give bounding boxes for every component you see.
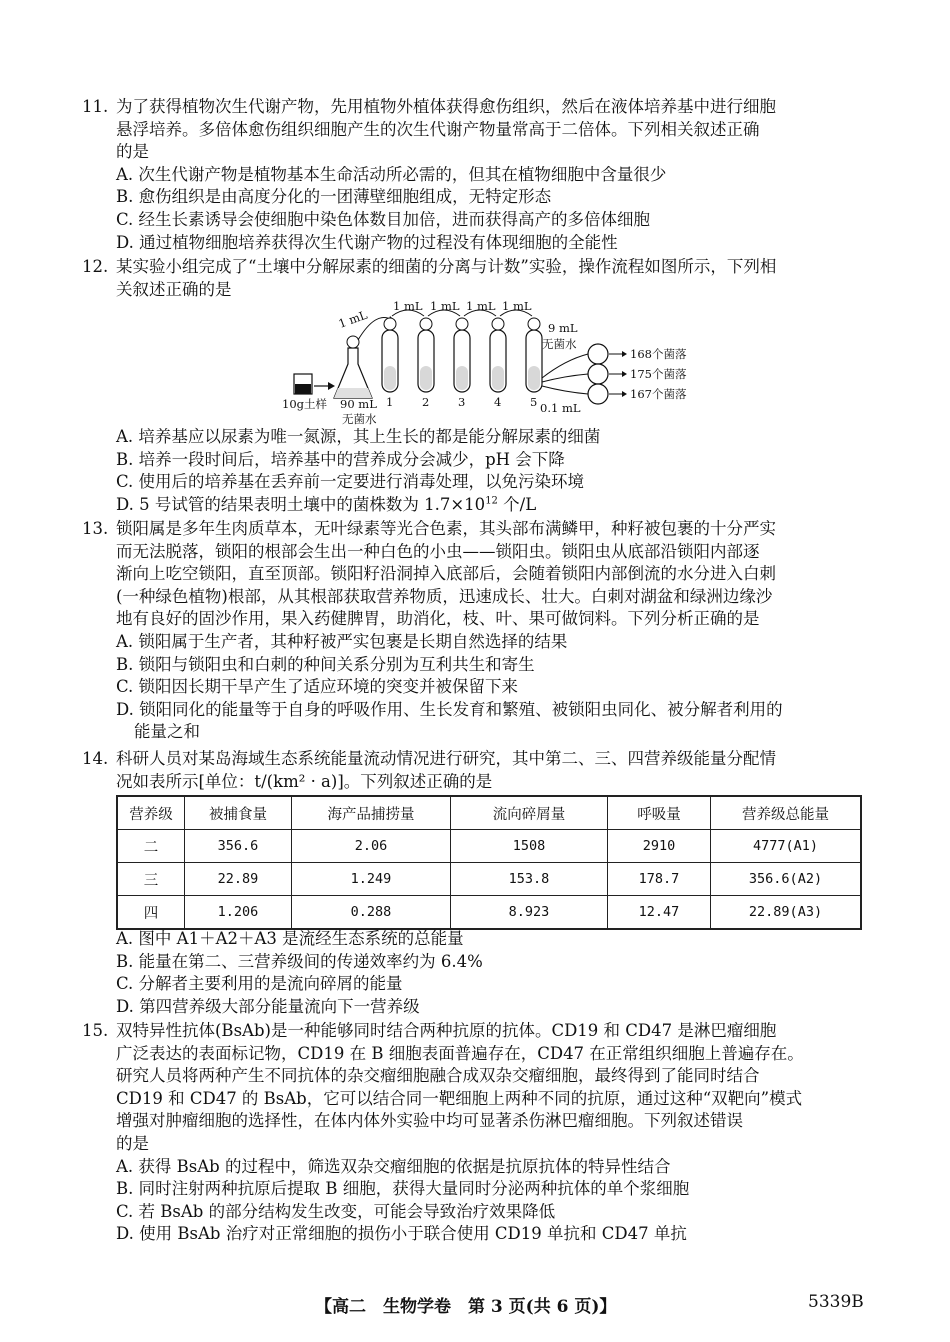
dilution-diagram: [280, 300, 700, 432]
question-15: [82, 1020, 872, 1246]
arrow-head: [622, 391, 627, 397]
tube-transfer-label: 1 mL: [502, 300, 532, 313]
question-stem-line: 而无法脱落，锁阳的根部会生出一种白色的小虫——锁阳虫。锁阳虫从底部沿锁阳内部逐: [116, 541, 760, 561]
arrow-head: [622, 371, 627, 377]
question-stem-line: 地有良好的固沙作用，果入药健脾胃，助消化，枝、叶、果可做饲料。下列分析正确的是: [116, 609, 760, 629]
tube-3: [454, 318, 470, 392]
table-row: [117, 896, 861, 930]
option-c: C. 若 BsAb 的部分结构发生改变，可能会导致治疗效果降低: [116, 1201, 556, 1221]
table-row: [117, 830, 861, 863]
tube-transfer-label: 1 mL: [430, 300, 460, 313]
option-d: D. 通过植物细胞培养获得次生代谢产物的过程没有体现细胞的全能性: [116, 232, 618, 252]
exponent: 12: [485, 495, 498, 507]
petri-dish-icon: [588, 384, 608, 404]
paper-code: 5339B: [808, 1292, 864, 1312]
option-d: D. 使用 BsAb 治疗对正常细胞的损伤小于联合使用 CD19 单抗和 CD47 单抗: [116, 1224, 687, 1244]
option-a: A. 次生代谢产物是植物基本生命活动所必需的，但其在植物细胞中含量很少: [116, 164, 667, 184]
table-cell: 二: [117, 830, 185, 863]
table-cell: 三: [117, 863, 185, 896]
colony-count: 168个菌落: [630, 347, 687, 361]
question-14-options: [82, 928, 872, 1018]
table-header-row: [117, 796, 861, 830]
question-stem-line: 的是: [116, 1133, 149, 1153]
plate-volume-label: 0.1 mL: [540, 401, 581, 415]
column-header: 流向碎屑量: [451, 796, 608, 830]
table-cell: 12.47: [608, 896, 711, 930]
question-number: 11.: [82, 97, 109, 116]
option-d-unit: 个/L: [497, 494, 537, 514]
option-b: B. 同时注射两种抗原后提取 B 细胞，获得大量同时分泌两种抗体的单个浆细胞: [116, 1179, 690, 1199]
tube-number: 3: [458, 395, 466, 409]
question-stem-line: 悬浮培养。多倍体愈伤组织细胞产生的次生代谢产物量常高于二倍体。下列相关叙述正确: [116, 119, 760, 139]
colony-count: 167个菌落: [630, 387, 687, 401]
tube-transfer-label: 1 mL: [393, 300, 423, 313]
table-cell: 178.7: [608, 863, 711, 896]
arrow-head: [622, 351, 627, 357]
question-number: 12.: [82, 257, 109, 276]
question-stem-line: 研究人员将两种产生不同抗体的杂交瘤细胞融合成双杂交瘤细胞，最终得到了能同时结合: [116, 1066, 760, 1086]
colony-count: 175个菌落: [630, 367, 687, 381]
option-c: C. 分解者主要利用的是流向碎屑的能量: [116, 974, 403, 994]
table-cell: 22.89: [185, 863, 292, 896]
tube-1: [382, 318, 398, 392]
table-cell: 153.8: [451, 863, 608, 896]
question-stem-line: 况如表所示[单位：t/(km² · a)]。下列叙述正确的是: [116, 771, 493, 791]
question-stem-line: (一种绿色植物)根部，从其根部获取营养物质，迅速成长、壮大。白刺对湖盆和绿洲边缘沙: [116, 586, 773, 606]
table-cell: 8.923: [451, 896, 608, 930]
flask-water-label: 90 mL: [340, 397, 377, 411]
table-cell: 2.06: [292, 830, 451, 863]
option-c: C. 经生长素诱导会使细胞中染色体数目加倍，进而获得高产的多倍体细胞: [116, 209, 651, 229]
plate-arrow: [542, 374, 588, 382]
flask-icon: [334, 336, 372, 398]
question-stem-line: 为了获得植物次生代谢产物，先用植物外植体获得愈伤组织，然后在液体培养基中进行细胞: [116, 97, 776, 116]
option-a: A. 图中 A1＋A2＋A3 是流经生态系统的总能量: [116, 929, 464, 948]
table-cell: 356.6: [185, 830, 292, 863]
petri-dish-icon: [588, 364, 608, 384]
petri-dish-icon: [588, 344, 608, 364]
option-b: B. 愈伤组织是由高度分化的一团薄壁细胞组成，无特定形态: [116, 187, 552, 207]
option-a: A. 锁阳属于生产者，其种籽被严实包裹是长期自然选择的结果: [116, 631, 568, 651]
question-stem-line: 增强对肿瘤细胞的选择性，在体内体外实验中均可显著杀伤淋巴瘤细胞。下列叙述错误: [116, 1111, 743, 1131]
question-stem-line: 科研人员对某岛海域生态系统能量流动情况进行研究，其中第二、三、四营养级能量分配情: [116, 749, 776, 768]
column-header: 海产品捕捞量: [292, 796, 451, 830]
option-b: B. 锁阳与锁阳虫和白刺的种间关系分别为互利共生和寄生: [116, 654, 535, 674]
question-12-options: [82, 426, 872, 516]
tube-4: [490, 318, 506, 392]
question-stem-line: 双特异性抗体(BsAb)是一种能够同时结合两种抗原的抗体。CD19 和 CD47 是淋巴瘤细胞: [116, 1021, 777, 1040]
tube-number: 2: [422, 395, 430, 409]
column-header: 营养级: [117, 796, 185, 830]
question-13: [82, 518, 872, 744]
table-cell: 22.89(A3): [711, 896, 862, 930]
dilution-figure: [280, 300, 700, 432]
transfer-label: 1 mL: [336, 307, 370, 331]
option-d: D. 锁阳同化的能量等于自身的呼吸作用、生长发育和繁殖、被锁阳虫同化、被分解者利用的: [116, 699, 783, 719]
question-stem-line: 广泛表达的表面标记物，CD19 在 B 细胞表面普遍存在，CD47 在正常组织细胞上普遍存在。: [116, 1043, 804, 1063]
question-12: [82, 256, 872, 301]
option-d-continued: 能量之和: [134, 722, 200, 742]
tube-2: [418, 318, 434, 392]
option-a: A. 获得 BsAb 的过程中，筛选双杂交瘤细胞的依据是抗原抗体的特异性结合: [116, 1156, 671, 1176]
question-14: [82, 748, 872, 793]
tube-number: 1: [386, 395, 394, 409]
plate-arrow: [542, 386, 588, 394]
table-row: [117, 863, 861, 896]
option-d: [82, 494, 872, 517]
table-cell: 1.206: [185, 896, 292, 930]
question-number: 15.: [82, 1021, 109, 1040]
column-header: 呼吸量: [608, 796, 711, 830]
soil-label: 10g土样: [282, 397, 327, 411]
tube-number: 5: [530, 395, 538, 409]
column-header: 被捕食量: [185, 796, 292, 830]
option-d-text: D. 5 号试管的结果表明土壤中的菌株数为 1.7×10: [116, 494, 486, 514]
tube-number: 4: [494, 395, 502, 409]
table-cell: 0.288: [292, 896, 451, 930]
soil-beaker-icon: [294, 374, 312, 394]
option-b: B. 培养一段时间后，培养基中的营养成分会减少，pH 会下降: [116, 449, 565, 469]
option-a: A. 培养基应以尿素为唯一氮源，其上生长的都是能分解尿素的细菌: [116, 427, 601, 446]
question-stem-line: 渐向上吃空锁阳，直至顶部。锁阳籽沿洞掉入底部后，会随着锁阳内部倒流的水分进入白刺: [116, 564, 776, 584]
question-stem-line: CD19 和 CD47 的 BsAb，它可以结合同一靶细胞上两种不同的抗原，通过这种“双靶向”模式: [116, 1088, 803, 1108]
table-cell: 4777(A1): [711, 830, 862, 863]
option-c: C. 使用后的培养基在丢弃前一定要进行消毒处理，以免污染环境: [116, 472, 585, 492]
footer-title: 【高二 生物学卷 第 3 页(共 6 页)】: [315, 1297, 617, 1317]
column-header: 营养级总能量: [711, 796, 862, 830]
tube-water-label: 9 mL: [548, 321, 578, 335]
question-stem-line: 锁阳属是多年生肉质草本，无叶绿素等光合色素，其头部布满鳞甲，种籽被包裹的十分严实: [116, 519, 776, 538]
tube-transfer-label: 1 mL: [466, 300, 496, 313]
question-number: 13.: [82, 519, 109, 538]
table-cell: 1.249: [292, 863, 451, 896]
option-d: D. 第四营养级大部分能量流向下一营养级: [116, 996, 420, 1016]
flask-water-label: 无菌水: [342, 412, 377, 426]
question-stem-line: 某实验小组完成了“土壤中分解尿素的细菌的分离与计数”实验，操作流程如图所示，下列相: [116, 257, 777, 276]
option-b: B. 能量在第二、三营养级间的传递效率约为 6.4%: [116, 951, 483, 971]
tube-water-label: 无菌水: [542, 337, 577, 351]
table-cell: 1508: [451, 830, 608, 863]
question-11: [82, 96, 872, 254]
table-cell: 四: [117, 896, 185, 930]
table-cell: 356.6(A2): [711, 863, 862, 896]
table-cell: 2910: [608, 830, 711, 863]
option-c: C. 锁阳因长期干旱产生了适应环境的突变并被保留下来: [116, 677, 519, 697]
question-stem-line: 的是: [116, 142, 149, 162]
energy-table: [116, 795, 862, 930]
question-stem-line: 关叙述正确的是: [116, 279, 232, 299]
tube-5: [526, 318, 542, 392]
arrow-head: [328, 382, 335, 390]
question-number: 14.: [82, 749, 109, 768]
